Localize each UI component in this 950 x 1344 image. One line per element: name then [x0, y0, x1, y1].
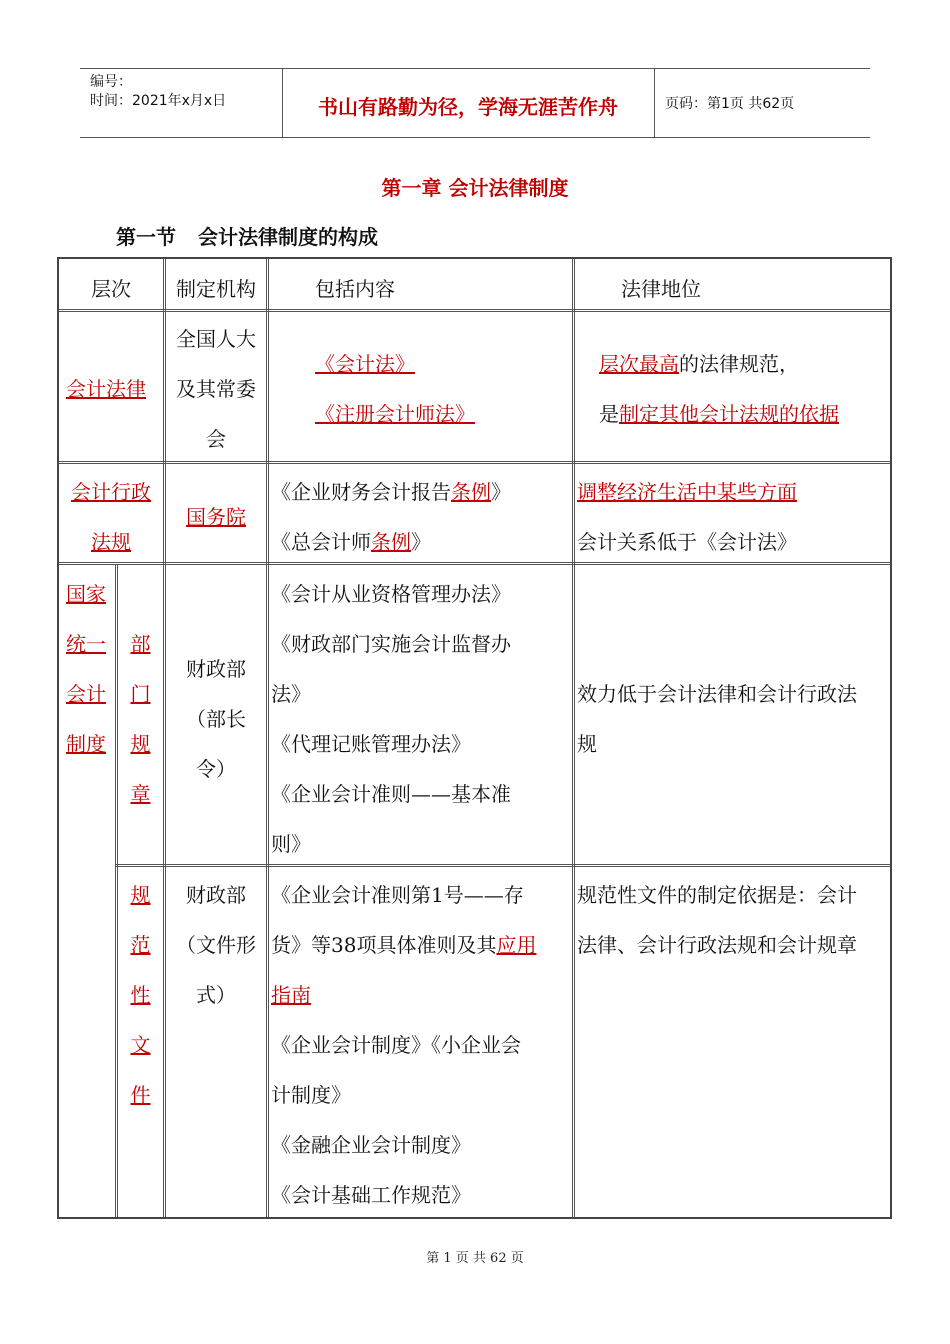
row4-contents: 《企业会计准则第1号——存 货》等38项具体准则及其应用 指南 《企业会计制度》《小企业会 计制度》 《金融企业会计制度》 《会计基础工作规范》 — [271, 883, 537, 1207]
legal-structure-table — [57, 257, 892, 1219]
motto: 书山有路勤为径，学海无涯苦作舟 — [318, 95, 618, 119]
header-meta-cell — [80, 69, 283, 137]
header-page-cell — [655, 69, 870, 137]
row2-body: 国务院 — [186, 505, 246, 529]
group-label: 国家 统一 会计 制度 — [66, 582, 106, 756]
row2-status: 调整经济生活中某些方面 会计关系低于《会计法》 — [577, 480, 797, 554]
page-footer: 第 1 页 共 62 页 — [426, 1251, 524, 1266]
col-header-body: 制定机构 — [176, 277, 256, 301]
col-header-level: 层次 — [91, 277, 131, 301]
row4-sublevel: 规 范 性 文 件 — [130, 883, 151, 1107]
row1-contents: 《会计法》 《注册会计师法》 — [315, 352, 475, 426]
row4-body: 财政部 （文件形 式） — [176, 883, 256, 1007]
header-motto-cell — [282, 69, 655, 137]
page-header — [80, 68, 870, 138]
chapter-title: 第一章 会计法律制度 — [381, 176, 569, 200]
page-info: 页码：第1页 共62页 — [665, 96, 795, 112]
section-title: 会计法律制度的构成 — [198, 225, 378, 249]
row3-body: 财政部 （部长 令） — [186, 657, 246, 781]
row3-contents: 《会计从业资格管理办法》 《财政部门实施会计监督办 法》 《代理记账管理办法》 《企业会计准则——基本准 则》 — [271, 582, 511, 856]
row4-status: 规范性文件的制定依据是：会计 法律、会计行政法规和会计规章 — [577, 883, 857, 957]
row1-body: 全国人大 及其常委 会 — [176, 327, 256, 451]
row1-level: 会计法律 — [66, 377, 146, 401]
row3-status: 效力低于会计法律和会计行政法 规 — [577, 682, 857, 756]
section-number: 第一节 — [116, 225, 176, 249]
col-header-content: 包括内容 — [315, 277, 395, 301]
row1-status: 层次最高的法律规范， 是制定其他会计法规的依据 — [599, 352, 839, 426]
row2-contents: 《企业财务会计报告条例》 《总会计师条例》 — [271, 480, 511, 554]
col-header-status: 法律地位 — [621, 277, 701, 301]
row3-sublevel: 部 门 规 章 — [130, 632, 151, 806]
time-label: 时间：2021年x月x日 — [90, 93, 227, 109]
section-heading — [116, 221, 378, 250]
number-label: 编号： — [90, 74, 132, 90]
row2-level: 会计行政 法规 — [71, 480, 151, 554]
